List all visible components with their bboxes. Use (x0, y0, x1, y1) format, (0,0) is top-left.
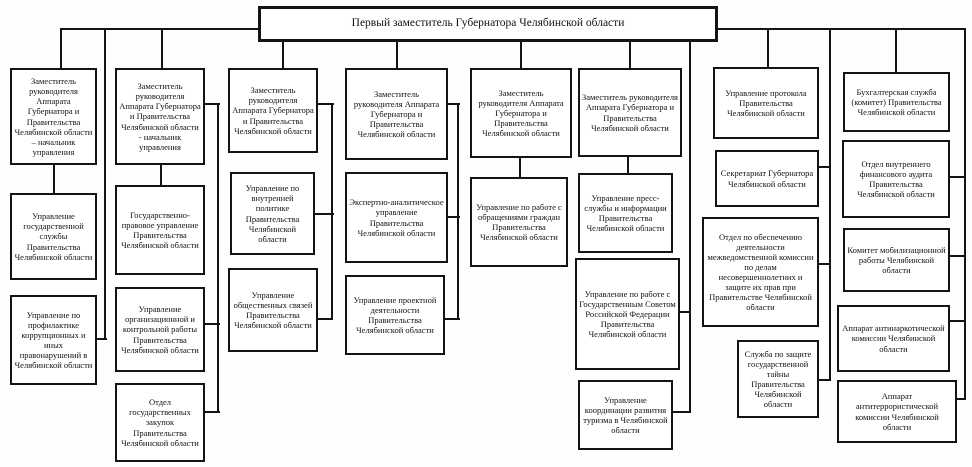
connector-line (948, 176, 966, 178)
box-public-relations-directorate: Управление общественных связей Правительства Челябинской области (228, 268, 318, 352)
connector-line (948, 255, 966, 257)
connector-line (443, 318, 460, 320)
connector-line (316, 318, 333, 320)
box-internal-policy-directorate: Управление по внутренней политике Правительства Челябинской области (230, 172, 315, 255)
box-deputy-head-apparatus-media: Заместитель руководителя Аппарата Губернатора и Правительства Челябинской области (578, 68, 682, 157)
box-state-secret-protection-service: Служба по защите государственной тайны Правительства Челябинской области (737, 340, 819, 418)
box-tourism-coordination-directorate: Управление координации развития туризма в Челябинской области (578, 380, 673, 450)
connector-line (160, 165, 162, 187)
box-antiterrorist-commission-apparatus: Аппарат антитеррористической комиссии Челябинской области (837, 380, 957, 443)
connector-line (829, 28, 831, 381)
box-project-activity-directorate: Управление проектной деятельности Правительства Челябинской области (345, 275, 445, 355)
connector-line (282, 40, 284, 70)
connector-line (205, 323, 220, 325)
connector-line (671, 411, 691, 413)
box-press-service-directorate: Управление пресс-службы и информации Правительства Челябинской области (578, 173, 673, 253)
box-protocol-directorate: Управление протокола Правительства Челябинской области (713, 67, 819, 139)
connector-line (457, 103, 459, 320)
box-juvenile-commission-department: Отдел по обеспечению деятельности межведомственной комиссии по делам несовершеннолетних и защите их прав при Правительстве Челябинской области (702, 217, 819, 327)
box-state-service-directorate: Управление государственной службы Правительства Челябинской области (10, 193, 97, 280)
connector-line (97, 338, 107, 340)
connector-line (767, 28, 769, 69)
connector-line (396, 40, 398, 70)
connector-line (104, 28, 106, 340)
connector-line (161, 28, 163, 70)
box-deputy-head-apparatus-analytics: Заместитель руководителя Аппарата Губернатора и Правительства Челябинской области (345, 68, 448, 160)
box-org-control-directorate: Управление организационной и контрольной работы Правительства Челябинской области (115, 287, 205, 372)
connector-line (217, 103, 219, 413)
box-accounting-service-committee: Бухгалтерская служба (комитет) Правительства Челябинской области (843, 72, 950, 132)
connector-line (948, 320, 966, 322)
connector-line (446, 216, 460, 218)
box-deputy-head-apparatus-appeals: Заместитель руководителя Аппарата Губернатора и Правительства Челябинской области (470, 68, 572, 158)
box-deputy-head-apparatus-hr: Заместитель руководителя Аппарата Губернатора и Правительства Челябинской области – начальник управления (10, 68, 97, 165)
box-state-council-directorate: Управление по работе с Государственным Советом Российской Федерации Правительства Челябинской области (575, 258, 680, 370)
connector-line (717, 28, 966, 30)
box-deputy-head-apparatus-legal: Заместитель руководителя Аппарата Губернатора и Правительства Челябинской области - начальник управления (115, 68, 205, 165)
box-state-legal-directorate: Государственно-правовое управление Правительства Челябинской области (115, 185, 205, 275)
box-internal-financial-audit-department: Отдел внутреннего финансового аудита Правительства Челябинской области (842, 140, 950, 218)
box-mobilization-work-committee: Комитет мобилизационной работы Челябинской области (843, 228, 950, 292)
connector-line (205, 411, 220, 413)
box-corruption-prevention-directorate: Управление по профилактике коррупционных и иных правонарушений в Челябинской области (10, 295, 97, 385)
connector-line (689, 40, 691, 413)
connector-line (331, 103, 333, 320)
connector-line (817, 379, 831, 381)
box-governor-secretariat: Секретариат Губернатора Челябинской области (715, 150, 819, 207)
connector-line (520, 40, 522, 70)
box-state-procurement-department: Отдел государственных закупок Правительства Челябинской области (115, 383, 205, 462)
connector-line (314, 213, 334, 215)
connector-line (817, 166, 831, 168)
box-deputy-head-apparatus-policy: Заместитель руководителя Аппарата Губернатора и Правительства Челябинской области (228, 68, 318, 153)
box-antidrug-commission-apparatus: Аппарат антинаркотической комиссии Челябинской области (837, 305, 950, 372)
connector-line (817, 263, 831, 265)
connector-line (61, 28, 259, 30)
box-expert-analytical-directorate: Экспертно-аналитическое управление Правительства Челябинской области (345, 172, 448, 263)
connector-line (519, 158, 521, 177)
connector-line (60, 28, 62, 70)
connector-line (629, 40, 631, 70)
connector-line (964, 28, 966, 400)
box-citizens-appeals-directorate: Управление по работе с обращениями граждан Правительства Челябинской области (470, 177, 568, 267)
connector-line (53, 165, 55, 195)
box-first-deputy-governor: Первый заместитель Губернатора Челябинской области (258, 6, 718, 42)
connector-line (895, 28, 897, 74)
